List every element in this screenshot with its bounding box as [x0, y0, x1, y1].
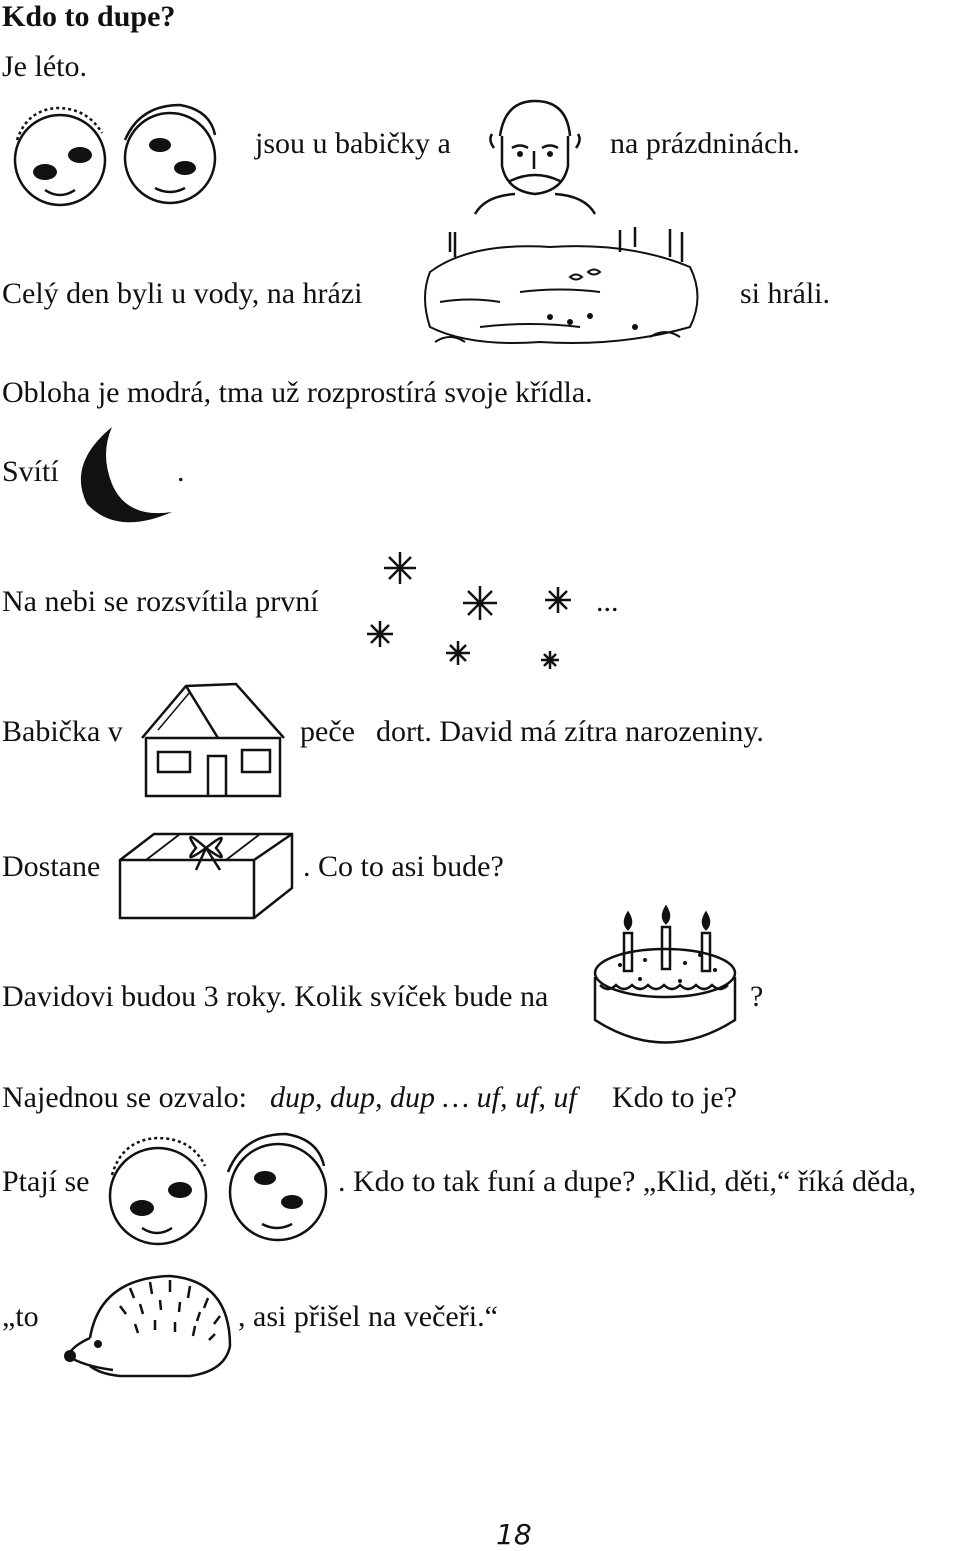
sentence-sound-a: Najednou se ozvalo: — [2, 1081, 247, 1114]
sentence-hedgehog-b: , asi přišel na večeři.“ — [238, 1300, 498, 1333]
pond-icon — [420, 222, 715, 357]
sentence-ask-b: . Kdo to tak funí a dupe? „Klid, děti,“ říká děda, — [338, 1165, 917, 1198]
stars-icon — [360, 548, 585, 673]
page-title: Kdo to dupe? — [2, 0, 176, 33]
sentence-grandma-a: jsou u babičky a — [255, 127, 451, 160]
sentence-stars-a: Na nebi se rozsvítila první — [2, 585, 319, 618]
sentence-sky: Obloha je modrá, tma už rozprostírá svoje křídla. — [2, 376, 593, 409]
sentence-sound-c: Kdo to je? — [612, 1081, 737, 1114]
children-faces-icon — [100, 1130, 335, 1250]
gift-icon — [116, 830, 296, 922]
children-faces-icon — [5, 100, 220, 210]
sentence-water-b: si hráli. — [740, 277, 830, 310]
sentence-cake-a: Davidovi budou 3 roky. Kolik svíček bude na — [2, 980, 549, 1013]
sentence-hedgehog-a: „to — [2, 1300, 39, 1333]
sentence-stars-b: ... — [596, 585, 619, 618]
sentence-house-b: peče — [300, 715, 355, 748]
hedgehog-icon — [60, 1268, 235, 1380]
moon-icon — [72, 424, 177, 526]
sentence-gift-b: . Co to asi bude? — [303, 850, 504, 883]
sentence-summer: Je léto. — [2, 50, 87, 83]
sentence-moon-a: Svítí — [2, 455, 59, 488]
sentence-house-a: Babička v — [2, 715, 123, 748]
sentence-gift-a: Dostane — [2, 850, 101, 883]
page-number: 18 — [496, 1518, 532, 1551]
sentence-grandma-b: na prázdninách. — [610, 127, 800, 160]
birthday-cake-icon — [590, 905, 740, 1055]
grandpa-icon — [470, 96, 600, 216]
sentence-house-c: dort. David má zítra narozeniny. — [376, 715, 764, 748]
sentence-ask-a: Ptají se — [2, 1165, 90, 1198]
sentence-sound-b: dup, dup, dup … uf, uf, uf — [270, 1081, 577, 1114]
sentence-moon-b: . — [177, 455, 185, 488]
sentence-cake-b: ? — [750, 980, 764, 1013]
house-icon — [138, 680, 288, 800]
sentence-water-a: Celý den byli u vody, na hrázi — [2, 277, 363, 310]
